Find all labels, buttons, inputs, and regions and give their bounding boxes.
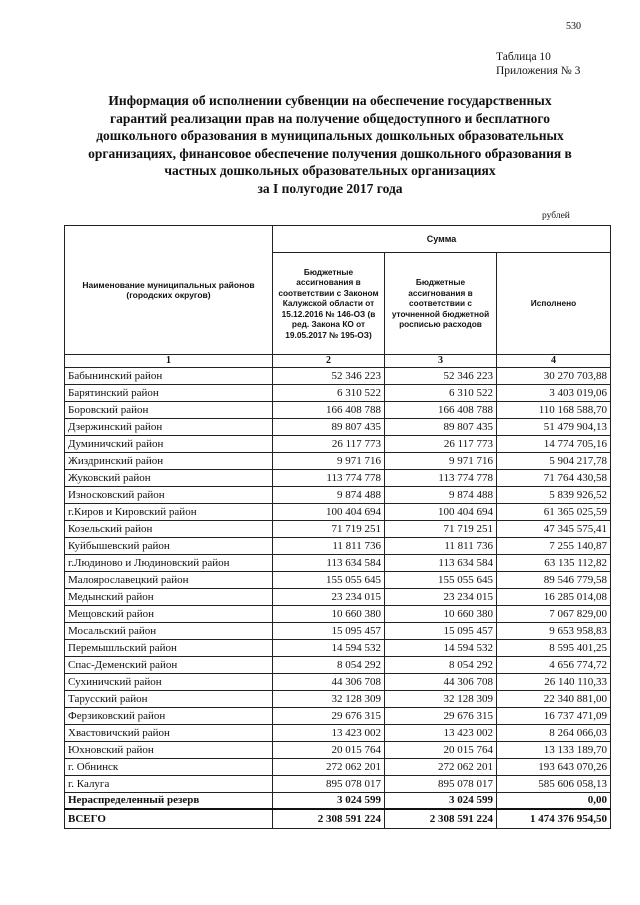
row-name: Хвастовичский район	[65, 725, 273, 742]
table-row	[65, 708, 611, 725]
row-name: г.Киров и Кировский район	[65, 504, 273, 521]
row-executed: 3 403 019,06	[497, 385, 611, 402]
row-budget: 89 807 435	[273, 419, 385, 436]
row-revised: 155 055 645	[385, 572, 497, 589]
title-line: гарантий реализации прав на получение общедоступного и бесплатного	[110, 110, 550, 126]
row-budget: 895 078 017	[273, 776, 385, 793]
document-title	[60, 92, 600, 197]
column-number: 3	[385, 355, 497, 368]
header-revised-allocations: Бюджетные ассигнования в соответствии с уточненной бюджетной росписью расходов	[385, 253, 497, 355]
table-row	[65, 555, 611, 572]
row-name: г. Калуга	[65, 776, 273, 793]
header-budget-allocations: Бюджетные ассигнования в соответствии с Законом Калужской области от 15.12.2016 № 146-ОЗ (в ред. Закона КО от 19.05.2017 № 195-ОЗ)	[273, 253, 385, 355]
table-row	[65, 725, 611, 742]
row-executed: 61 365 025,59	[497, 504, 611, 521]
page-number: 530	[566, 21, 581, 32]
row-revised: 11 811 736	[385, 538, 497, 555]
row-executed: 5 904 217,78	[497, 453, 611, 470]
row-name: г. Обнинск	[65, 759, 273, 776]
row-executed: 47 345 575,41	[497, 521, 611, 538]
row-executed: 14 774 705,16	[497, 436, 611, 453]
row-executed: 13 133 189,70	[497, 742, 611, 759]
table-row	[65, 640, 611, 657]
row-budget: 44 306 708	[273, 674, 385, 691]
row-revised: 166 408 788	[385, 402, 497, 419]
row-budget: 52 346 223	[273, 368, 385, 385]
column-number: 4	[497, 355, 611, 368]
row-executed: 0,00	[497, 793, 611, 810]
row-executed: 8 264 066,03	[497, 725, 611, 742]
row-executed: 193 643 070,26	[497, 759, 611, 776]
column-number: 1	[65, 355, 273, 368]
row-budget: 113 634 584	[273, 555, 385, 572]
row-budget: 23 234 015	[273, 589, 385, 606]
row-revised: 20 015 764	[385, 742, 497, 759]
row-name: Тарусский район	[65, 691, 273, 708]
row-name: Думиничский район	[65, 436, 273, 453]
row-revised: 32 128 309	[385, 691, 497, 708]
row-name: Мосальский район	[65, 623, 273, 640]
table-row	[65, 589, 611, 606]
row-executed: 110 168 588,70	[497, 402, 611, 419]
row-budget: 6 310 522	[273, 385, 385, 402]
row-budget: 32 128 309	[273, 691, 385, 708]
total-row	[65, 809, 611, 829]
row-executed: 71 764 430,58	[497, 470, 611, 487]
appendix-label: Приложения № 3	[496, 65, 581, 77]
row-name: ВСЕГО	[65, 809, 273, 829]
row-executed: 9 653 958,83	[497, 623, 611, 640]
row-budget: 113 774 778	[273, 470, 385, 487]
row-revised: 10 660 380	[385, 606, 497, 623]
row-revised: 71 719 251	[385, 521, 497, 538]
row-executed: 1 474 376 954,50	[497, 809, 611, 829]
row-name: Барятинский район	[65, 385, 273, 402]
row-executed: 63 135 112,82	[497, 555, 611, 572]
table-label: Таблица 10	[496, 51, 551, 63]
row-budget: 9 971 716	[273, 453, 385, 470]
table-row	[65, 742, 611, 759]
row-revised: 100 404 694	[385, 504, 497, 521]
row-executed: 7 067 829,00	[497, 606, 611, 623]
table-row	[65, 504, 611, 521]
row-name: Козельский район	[65, 521, 273, 538]
table-row	[65, 776, 611, 793]
row-budget: 15 095 457	[273, 623, 385, 640]
table-row	[65, 606, 611, 623]
row-executed: 30 270 703,88	[497, 368, 611, 385]
row-revised: 6 310 522	[385, 385, 497, 402]
row-budget: 29 676 315	[273, 708, 385, 725]
row-executed: 26 140 110,33	[497, 674, 611, 691]
row-budget: 13 423 002	[273, 725, 385, 742]
table-row	[65, 453, 611, 470]
row-name: Нераспределенный резерв	[65, 793, 273, 810]
table-row	[65, 402, 611, 419]
table-row	[65, 487, 611, 504]
table-row	[65, 572, 611, 589]
header-executed: Исполнено	[497, 253, 611, 355]
table-row	[65, 521, 611, 538]
row-revised: 9 971 716	[385, 453, 497, 470]
row-budget: 272 062 201	[273, 759, 385, 776]
row-budget: 26 117 773	[273, 436, 385, 453]
row-name: Дзержинский район	[65, 419, 273, 436]
row-executed: 89 546 779,58	[497, 572, 611, 589]
title-line: частных дошкольных образовательных организациях	[164, 163, 496, 178]
title-line: Информация об исполнении субвенции на обеспечение государственных	[108, 93, 552, 108]
row-revised: 29 676 315	[385, 708, 497, 725]
row-executed: 16 285 014,08	[497, 589, 611, 606]
subvention-table	[64, 225, 611, 829]
table-row	[65, 759, 611, 776]
row-revised: 26 117 773	[385, 436, 497, 453]
row-revised: 23 234 015	[385, 589, 497, 606]
units-label: рублей	[542, 211, 570, 221]
row-revised: 14 594 532	[385, 640, 497, 657]
table-row	[65, 470, 611, 487]
row-executed: 4 656 774,72	[497, 657, 611, 674]
table-reference	[496, 50, 580, 78]
row-name: Малоярославецкий район	[65, 572, 273, 589]
table-row	[65, 691, 611, 708]
row-name: Перемышльский район	[65, 640, 273, 657]
row-revised: 52 346 223	[385, 368, 497, 385]
row-budget: 2 308 591 224	[273, 809, 385, 829]
row-name: Сухиничский район	[65, 674, 273, 691]
row-budget: 14 594 532	[273, 640, 385, 657]
row-revised: 9 874 488	[385, 487, 497, 504]
title-line: организациях, финансовое обеспечение получения дошкольного образования в	[88, 145, 572, 161]
row-name: Мещовский район	[65, 606, 273, 623]
row-name: Жиздринский район	[65, 453, 273, 470]
row-name: Бабынинский район	[65, 368, 273, 385]
row-budget: 71 719 251	[273, 521, 385, 538]
row-revised: 272 062 201	[385, 759, 497, 776]
header-sum: Сумма	[273, 226, 611, 253]
row-budget: 100 404 694	[273, 504, 385, 521]
row-name: г.Людиново и Людиновский район	[65, 555, 273, 572]
row-name: Износковский район	[65, 487, 273, 504]
column-number: 2	[273, 355, 385, 368]
row-budget: 11 811 736	[273, 538, 385, 555]
header-district-name: Наименование муниципальных районов (городских округов)	[65, 226, 273, 355]
reserve-row	[65, 793, 611, 810]
row-executed: 7 255 140,87	[497, 538, 611, 555]
row-name: Жуковский район	[65, 470, 273, 487]
row-budget: 10 660 380	[273, 606, 385, 623]
row-name: Ферзиковский район	[65, 708, 273, 725]
row-revised: 895 078 017	[385, 776, 497, 793]
row-revised: 2 308 591 224	[385, 809, 497, 829]
table-row	[65, 538, 611, 555]
row-executed: 5 839 926,52	[497, 487, 611, 504]
row-budget: 8 054 292	[273, 657, 385, 674]
row-name: Боровский район	[65, 402, 273, 419]
row-budget: 166 408 788	[273, 402, 385, 419]
row-executed: 51 479 904,13	[497, 419, 611, 436]
row-executed: 8 595 401,25	[497, 640, 611, 657]
row-budget: 9 874 488	[273, 487, 385, 504]
row-name: Спас-Деменский район	[65, 657, 273, 674]
table-row	[65, 657, 611, 674]
row-budget: 20 015 764	[273, 742, 385, 759]
row-revised: 13 423 002	[385, 725, 497, 742]
table-row	[65, 368, 611, 385]
row-revised: 44 306 708	[385, 674, 497, 691]
row-name: Медынский район	[65, 589, 273, 606]
row-name: Юхновский район	[65, 742, 273, 759]
title-line: дошкольного образования в муниципальных дошкольных образовательных	[96, 128, 564, 143]
row-revised: 3 024 599	[385, 793, 497, 810]
row-revised: 8 054 292	[385, 657, 497, 674]
row-executed: 22 340 881,00	[497, 691, 611, 708]
row-executed: 585 606 058,13	[497, 776, 611, 793]
row-name: Куйбышевский район	[65, 538, 273, 555]
table-row	[65, 419, 611, 436]
table-row	[65, 385, 611, 402]
table-row	[65, 436, 611, 453]
row-budget: 155 055 645	[273, 572, 385, 589]
row-revised: 89 807 435	[385, 419, 497, 436]
table-row	[65, 674, 611, 691]
row-revised: 113 774 778	[385, 470, 497, 487]
row-revised: 113 634 584	[385, 555, 497, 572]
row-executed: 16 737 471,09	[497, 708, 611, 725]
row-budget: 3 024 599	[273, 793, 385, 810]
title-line: за I полугодие 2017 года	[257, 180, 403, 196]
row-revised: 15 095 457	[385, 623, 497, 640]
table-row	[65, 623, 611, 640]
